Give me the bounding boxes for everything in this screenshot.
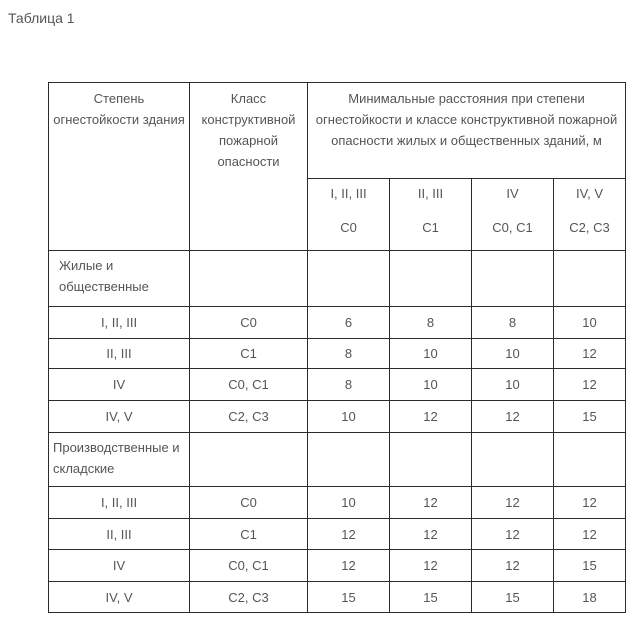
- class-cell: С0: [190, 487, 308, 519]
- degree-cell: IV, V: [49, 582, 190, 613]
- degree-cell: IV, V: [49, 401, 190, 433]
- empty-cell: [308, 433, 390, 487]
- table-row: [49, 487, 626, 519]
- table-row: [49, 369, 626, 401]
- empty-cell: [472, 433, 554, 487]
- group-row-residential: [49, 251, 626, 307]
- subheader-col-1: [308, 179, 390, 251]
- subheader-col-3: [472, 179, 554, 251]
- header-min-distances: Минимальные расстояния при степени огнестойкости и классе конструктивной пожарной опасности жилых и общественных зданий, м: [308, 83, 626, 179]
- empty-cell: [308, 251, 390, 307]
- value-cell: 12: [472, 401, 554, 433]
- table-row: [49, 307, 626, 339]
- value-cell: 10: [390, 339, 472, 369]
- empty-cell: [390, 251, 472, 307]
- empty-cell: [554, 433, 626, 487]
- value-cell: 12: [554, 369, 626, 401]
- class-cell: С2, С3: [190, 582, 308, 613]
- value-cell: 10: [308, 401, 390, 433]
- class-cell: С0, С1: [190, 550, 308, 582]
- empty-cell: [390, 433, 472, 487]
- class-cell: С0, С1: [190, 369, 308, 401]
- subheader-col-2: [390, 179, 472, 251]
- value-cell: 12: [390, 401, 472, 433]
- subheader-class: С0: [340, 220, 357, 235]
- value-cell: 12: [554, 339, 626, 369]
- value-cell: 8: [308, 369, 390, 401]
- group-title: Производственные и складские: [49, 433, 190, 487]
- value-cell: 15: [390, 582, 472, 613]
- value-cell: 8: [390, 307, 472, 339]
- fire-distance-table: [48, 82, 626, 613]
- value-cell: 18: [554, 582, 626, 613]
- class-cell: С1: [190, 519, 308, 550]
- subheader-class: С0, С1: [492, 220, 533, 235]
- value-cell: 15: [554, 550, 626, 582]
- degree-cell: IV: [49, 369, 190, 401]
- header-fire-hazard-class: Класс конструктивной пожарной опасности: [190, 83, 308, 251]
- group-row-industrial: [49, 433, 626, 487]
- value-cell: 12: [308, 550, 390, 582]
- value-cell: 15: [308, 582, 390, 613]
- degree-cell: II, III: [49, 339, 190, 369]
- degree-cell: I, II, III: [49, 487, 190, 519]
- subheader-class: С2, С3: [569, 220, 610, 235]
- value-cell: 8: [472, 307, 554, 339]
- value-cell: 12: [472, 519, 554, 550]
- empty-cell: [554, 251, 626, 307]
- degree-cell: IV: [49, 550, 190, 582]
- value-cell: 15: [554, 401, 626, 433]
- value-cell: 6: [308, 307, 390, 339]
- value-cell: 10: [390, 369, 472, 401]
- value-cell: 15: [472, 582, 554, 613]
- class-cell: С0: [190, 307, 308, 339]
- value-cell: 10: [308, 487, 390, 519]
- table-row: [49, 339, 626, 369]
- subheader-degree: II, III: [417, 186, 444, 201]
- header-fire-resistance-degree: Степень огнестойкости здания: [49, 83, 190, 251]
- subheader-class: С1: [422, 220, 439, 235]
- value-cell: 12: [390, 487, 472, 519]
- value-cell: 12: [472, 487, 554, 519]
- subheader-degree: I, II, III: [330, 186, 367, 201]
- group-title: Жилые и общественные: [49, 251, 190, 307]
- table-row: [49, 519, 626, 550]
- class-cell: С1: [190, 339, 308, 369]
- value-cell: 10: [554, 307, 626, 339]
- value-cell: 12: [390, 550, 472, 582]
- value-cell: 10: [472, 339, 554, 369]
- degree-cell: II, III: [49, 519, 190, 550]
- table-row: [49, 550, 626, 582]
- subheader-degree: IV: [506, 186, 519, 201]
- value-cell: 12: [472, 550, 554, 582]
- table-caption: Таблица 1: [8, 10, 75, 26]
- value-cell: 12: [554, 487, 626, 519]
- degree-cell: I, II, III: [49, 307, 190, 339]
- empty-cell: [190, 251, 308, 307]
- value-cell: 8: [308, 339, 390, 369]
- value-cell: 12: [554, 519, 626, 550]
- value-cell: 10: [472, 369, 554, 401]
- value-cell: 12: [308, 519, 390, 550]
- class-cell: С2, С3: [190, 401, 308, 433]
- subheader-degree: IV, V: [576, 186, 603, 201]
- table-row: [49, 401, 626, 433]
- subheader-col-4: [554, 179, 626, 251]
- empty-cell: [472, 251, 554, 307]
- value-cell: 12: [390, 519, 472, 550]
- table-row: [49, 582, 626, 613]
- empty-cell: [190, 433, 308, 487]
